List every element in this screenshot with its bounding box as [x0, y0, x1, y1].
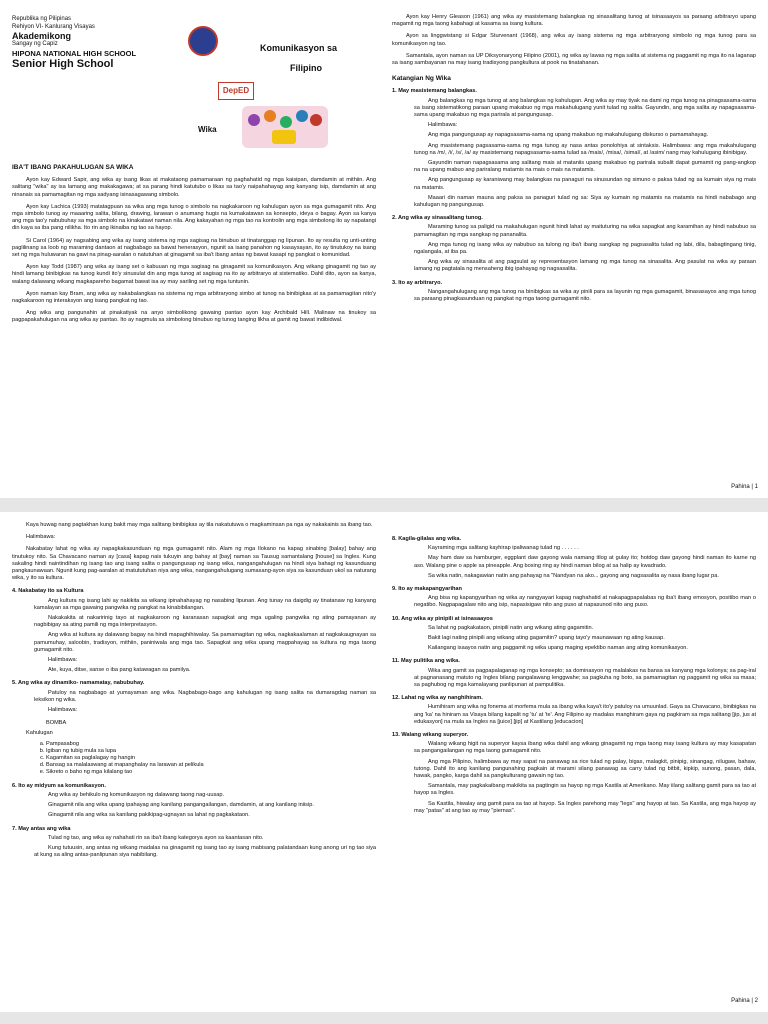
item-title: 6. Ito ay midyum sa komunikasyon.	[12, 782, 106, 789]
bomba-list-item: b. Igiban ng tubig mula sa lupa	[46, 748, 376, 755]
page1-left-column	[12, 0, 376, 498]
item-body: Maraming tunog sa paligid na makahulugan ngunit hindi lahat ay maituturing na wika sapagkat ang karamihan ay hindi nabubuo sa pamamagitan ng mga sangkap ng pananalita.	[414, 224, 756, 238]
page2-left-items	[12, 588, 376, 714]
wika-label: Wika	[198, 125, 217, 134]
item-body: Ang mga pangungusap ay napagsasama-sama ng upang makabuo ng makahulugang diskurso o pamamahayag.	[428, 132, 709, 139]
item-body: Humihiram ang wika ng fonema at morfema mula sa ibang wika kaya't ito'y patuloy na umuunlad. Gaya sa Chavacano, binibigkas na ang 'ka' na hiniram sa Visaya bilang kapalit ng 'tu' at 'te'. Ang Filipino ay madalas manghiram gaya ng pagkiram sa mga salitang [jip, jus at edukasyon] na mula sa Ingles na [juice] [jip] at Kastilang [educacion]	[414, 704, 756, 725]
item-body: Wika ang gamit sa pagpapalaganap ng mga konsepto; sa dominasyon ng malalakas na bansa sa kanyang mga kolonya; sa pag-iral at pagnanasang matuto ng Ingles bilang pangalawang lenggwahe; sa pagkuha ng boto, sa pamamagitan ng paggamit ng wika sa masa; sa paghubog ng mga kamalayang panlipunan at pampulitika.	[414, 667, 756, 689]
item-body: Halimbawa:	[48, 657, 78, 664]
page2-right-column	[392, 512, 756, 1012]
page-number-1: Pahina | 1	[731, 484, 758, 490]
paragraph: Si Carol (1964) ay nagsabing ang wika ay isang sistema ng mga sagisag na binubuo at tinatanggap ng lipunan. Ito ay resulta ng unti-unting paglilinang sa loob ng maraming dantaon at nagbabago sa bawat henerasyon, ngunit sa isang panahon ng kasaysayan, ito ay tinutukoy na isang set ng mga huluwaran na gawi na pinag-aaralan o natutuhan at ginagamit sa iba't ibang antas ng bawat kasapi ng pangkat o komunidad.	[12, 237, 376, 259]
bomba-title: BOMBA	[46, 720, 67, 727]
item-body: Ang mga Pilipino, halimbawa ay may sapat na panawag sa rice tulad ng palay, bigas, malagkit, pinipig, sinangag, nilugaw, bahaw, tutong. Dahil ito ang kanilang pangunahing pagkain at marami silang panawag sa carry tulad ng bitbit, kipkip, sunong, pasan, dala, hawak, pangko, karga dahil sa pangkulturang gawain ng tao.	[414, 758, 756, 780]
item-body: May ham daw sa hamburger, eggplant daw gayong wala namang itlog at gulay ito; hotdog daw gayong hindi naman ito karne ng aso. Walang pine o apple sa pineapple. Ang boxing ring ay hindi naman bilog at sa halip ay kwadrado.	[414, 555, 756, 569]
bomba-list	[46, 741, 376, 777]
halimbawa-label: Halimbawa:	[26, 534, 56, 541]
page2-left-column	[12, 512, 376, 1012]
item-body: Samantala, may pagkakaibang makikita sa pagtingin sa hayop ng mga Kastila at Amerikano. May iilang salitang gamit para sa tao at hayop sa Ingles.	[414, 783, 756, 797]
children-illustration-icon	[242, 106, 328, 148]
item-title: 1. May masistemang balangkas.	[392, 88, 477, 95]
item-body: Gayundin naman napagsasama ang salitang mais at mataniis upang makabuo ng parirala subalit dapat gumamit ng pang-angkop na na upang mabuo ang pariralang matamis na mais o mais na matamis.	[414, 160, 756, 174]
item-body: Sa wika natin, nakagawian natin ang pahayag na "Nandyan na ako... gayong ang nagsasalita ay nasa ibang lugar pa.	[428, 572, 719, 579]
item-title: 9. Ito ay makapangyarihan	[392, 586, 462, 593]
page1-left-paragraphs	[12, 177, 376, 324]
header-line2: Rehiyon VI- Kanlurang Visayas	[12, 23, 95, 30]
document-page-2	[0, 512, 768, 1012]
section-title-katangian: Katangian Ng Wika	[392, 75, 451, 83]
item-body: Nakakakita at nakaririnig tayo at nagkakaroon ng karanasan sapagkat ang mga ugaling pangwika ng ating pamayanan ay nagbibigay sa ating pamili ng mga interpretasyon.	[34, 615, 376, 629]
item-title: 10. Ang wika ay pinipili at isinasaayos	[392, 615, 493, 622]
item-body: Sa Kastila, hiwalay ang gamit para sa tao at hayop. Sa Ingles parehong may "legs" ang hayop at tao. Sa Kastila, ang mga hayop ay may "patas" at ang tao ay may "piernas".	[414, 800, 756, 814]
paragraph: Samantala, ayon naman sa UP Diksyonaryong Filipino (2001), ng wika ay lawas ng mga salita at sistema ng paggamit ng mga ito na laganap sa isang sambayanan na may isang tradisyong pangkultura at pook na tinatahanan.	[392, 52, 756, 67]
item-title: 5. Ang wika ay dinamiko- namamatay, nabubuhay.	[12, 680, 145, 687]
bomba-list-item: d. Bansag sa malalaswang at mapanghalay na larawan at pelikula	[46, 762, 376, 769]
item-title: 4. Nakabatay ito sa Kultura	[12, 588, 84, 595]
item-body: Ang wika at kultura ay dalawang bagay na hindi mapaghihiwalay. Sa pamamagitan ng wika, nagkakaalaman at nagkakaugnayan sa pamumuhay, saloobin, tradisyon, mithiin, paniniwala ang mga tao. Sapagkat ang wika upang magpahayag sa kultura ng mga taong gumagamit nito.	[34, 632, 376, 653]
item-body: Maaari din naman mauna ang paksa sa panaguri tulad ng sa: Siya ay kumain ng matamis na matamis na hindi nababago ang kahulugan ng pangungusap.	[414, 194, 756, 209]
halimbawa-text: Nakabatay lahat ng wika ay napagkakasunduan ng mga gumagamit nito. Alam ng mga Ilokano na kapag sinabing [balay] bahay ang tinutukoy nito. Sa Chavacano naman ay [casa] kapag nais tukuyin ang bahay at [bay] naman sa Tausug samantalang [house] sa Ingles. Kung sakaling hindi naintindihan ng isang tao ang isang salita o pangungusap ng isang wika, nangangahulugan na hindi siya bahagi ng kasunduang pangkaunawaan. Ngunit kung pag-aaralan at matututuhan niya ang wika, nangangahulugang sumasang-ayon siya sa kasunduan ukol sa naturang wika, y ito sa kultura.	[12, 546, 376, 582]
item-body: Ang wika ay sinasalita at ang pagsulat ay representasyon lamang ng mga tunog na sinasalita. Ang pasulat na wika ay paraan lamang ng pagtatala ng mensaheng ibig ipahayag ng nagsasalita.	[414, 259, 756, 273]
bomba-list-item: e. Sikreto o baho ng mga kilalang tao	[46, 769, 376, 776]
page-number-2: Pahina | 2	[731, 998, 758, 1004]
subject-line2: Filipino	[290, 63, 322, 73]
paragraph: Ang wika ang pangunahin at pinakatiyak na anyo simbolikong gawaing pantao ayon kay Archibald Hill. Malinaw na tinukoy sa pagpapakahulugan na ang wika ay pantao. Ito ay nagmula sa simbolong binubuo ng tunog tanging likha at gamit ng bawat indibidwal.	[12, 310, 376, 324]
subject-line1: Komunikasyon sa	[260, 43, 338, 53]
item-body: Ang balangkas ng mga tunog at ang balangkas ng kahulugan. Ang wika ay may tiyak na dami ng mga tunog na pinagsasama-sama sa isang sistematikong paraan upang makabuo ng mga makahulugang yunit tulad ng salita. Gayundin, ang mga salita ay napagsasama-sama upang makabuo ng mga parirala at pangungusap.	[414, 97, 756, 119]
deped-seal-icon	[188, 26, 218, 56]
item-title: 7. May antas ang wika	[12, 825, 71, 832]
page1-right-intro	[392, 14, 756, 67]
paragraph: Ayon naman kay Bram, ang wika ay nakabalangkas na sistema ng mga arbitraryong simbo at tunog na binibigkas at sa pamamagitan nito'y nagkakaroon ng interaksyon ang isang pangkat ng tao.	[12, 290, 376, 305]
header-line1: Republika ng Pilipinas	[12, 16, 72, 22]
deped-logo: DepED	[218, 82, 254, 100]
bomba-kahulugan: Kahulugan	[26, 730, 53, 737]
page1-right-column	[392, 0, 756, 498]
item-body: Ang mga tunog ng isang wika ay nabubuo sa tulong ng iba't ibang sangkap ng pagsasalita tulad ng labi, dila, babagtingang tinig, ngalangala, at iba pa.	[414, 241, 756, 256]
item-body: Walang wikang higit na superyor kaysa ibang wika dahil ang wikang ginagamit ng mga taong may isang kultura ay may kasapatan sa pangangailangan ng mga taong gumagamit nito.	[414, 741, 756, 755]
item-body: Ang wika ay behikulo ng komunikasyon ng dalawang taong nag-uusap.	[48, 791, 225, 798]
item-body: Ang kultura ng isang lahi ay nakikita sa wikang ipinahahayag ng nasabing lipunan. Ang tunay na daigdig ay tinatanaw ng kanyang kamalayan sa mga gawaing pangwika ng pangkat na kinabibilangan.	[34, 597, 376, 611]
document-header	[12, 16, 376, 156]
katangian-list	[392, 88, 756, 303]
item-title: 12. Lahat ng wika ay nanghihiram.	[392, 695, 483, 702]
item-body: Nangangahulugang ang mga tunog na binibigkas sa wika ay pinili para sa layunin ng mga gumagamit, binasasayos ang mga tunog sa paraang pinagkasunduan ng pangkat ng mga taong gumagamit nito.	[414, 288, 756, 303]
item-body: Ang bisa ng kapangyarihan ng wika ay nangyayari kapag naghahatid at nakapagpapalabas ng iba't ibang emosyon, positibo man o negatibo. Nagpapagalaw nito ang isip, napasisigaw nito ang puso at napasunod nito ang puso.	[414, 595, 756, 609]
page2-left-items2	[12, 783, 376, 860]
item-title: 3. Ito ay arbitraryo.	[392, 279, 443, 286]
bomba-list-item: a. Pampasabog	[46, 741, 376, 748]
senior-high-label: Senior High School	[12, 57, 114, 70]
item-body: Kung tutuusin, ang antas ng wikang madalas na ginagamit ng isang tao ay isang mabisang palatandaan kung anong uri ng tao siya at kung sa aling antas-panlipunan siya nabibilang.	[34, 844, 376, 859]
page2-right-items	[392, 536, 756, 815]
item-title: 8. Kagila-gilalas ang wika.	[392, 536, 462, 542]
item-body: Tulad ng tao, ang wika ay nahahati rin sa iba't ibang kategorya ayon sa kaantasan nito.	[48, 834, 264, 841]
item-body: Halimbawa:	[428, 122, 458, 129]
paragraph: Ayon kay Edward Sapir, ang wika ay isang likas at makataong pamamaraan ng paghahatid ng mga kaisipan, damdamin at mithiin. Ang salitang "wika" ay isa lamang ang makakagawa; at sa parang hindi katutubo o likas sa tao'y naipahahayag ang kanyang isip, damdamin at ang ninanais sa pamamagitan ng mga sadyang isinasagawang simbolo.	[12, 177, 376, 198]
paragraph: Ayon kay Lachica (1993) matatagpuan sa wika ang mga tunog o simbolo na nagkakaroon ng kahulugan ayon sa mga gumagamit nito. Ang mga simbolo tunog ay maaaring salita, bilang, drawing, larawan o anumang hugis na kumakatawan sa konsepto, ideya o bagay. Ayon sa kanya ang mga tao'y nabubuhay sa mga simbolo na kinakatawi naman nila. Ang kakayahan ng mga tao na kontrolin ang mga simbolong ito ay napatangi din kaya sa iba pang nilikha. Ito rin ang ikinaiba ng tao sa hayop.	[12, 203, 376, 232]
paragraph: Ayon kay Henry Gleason (1961) ang wika ay masistemang balangkas ng sinasalitang tunog at isinasaayos sa paraang arbitraryo upang magamit ng mga taong kabahagi at kasama sa isang kultura.	[392, 14, 756, 28]
header-line4: Sangay ng Capiz	[12, 41, 58, 47]
item-body: Ang pangungusap ay karaniwang may balangkas na panaguri na sinusundan ng simuno o paksa tulad ng sa kumain siya ng mais na matamis.	[414, 177, 756, 191]
section-title-pakahulugan: IBA'T IBANG PAKAHULUGAN SA WIKA	[12, 164, 134, 171]
bomba-list-item: c. Kagamitan sa paglalagay ng hangin	[46, 755, 376, 762]
item-body: Bakit lagi nating pinipili ang wikang ating gagamitin? upang tayo'y maunawaan ng ating kausap.	[428, 635, 665, 642]
item-body: Ang masistemang pagsasama-sama ng mga tunog ay nasa antas ponolohiya at sintaksis. Halimbawa: ang mga makahulugang tunog na /m/, /i/, /s/, /a/ ay masistemang napagsasama-sama tulad sa /mais/, /misa/, /simal/, at /asim/ nang may kahulugang ibinibigay.	[414, 142, 756, 156]
page2-intro: Kaya huwag nang pagtakhan kung bakit may mga salitang binibigkas ay tila nakatutuwa o magkaminsan pa nga ay nakakainis sa ibang tao.	[26, 522, 373, 528]
item-body: Kailangang isaayos natin ang paggamit ng wika upang maging epektibo naman ang ating komunikasyon.	[428, 645, 688, 652]
school-name: HIPONA NATIONAL HIGH SCHOOL	[12, 48, 137, 58]
paragraph: Ayon kay Todd (1987) ang wika ay isang set o kabuuan ng mga sagisag na ginagamit sa komunikasyon. Ang wikang ginagamit ng tao ay hindi lamang binibigkas na tunog kundi ito'y sinusulat din ang mga tunog at sagisag na ito ay arbitraryo at sistematiko. Dahil dito, ayon sa kanya, walang dalawang wikang magkapareho bagamat bawat isa ay may sariling set ng mga tuntunin.	[12, 264, 376, 285]
item-body: Ginagamit nila ang wika sa kanilang pakikipag-ugnayan sa lahat ng pagkakataon.	[48, 812, 250, 819]
item-body: Ginagamit nila ang wika upang ipahayag ang kanilang pangangailangan, damdamin, at ang kanilang iniisip.	[48, 802, 314, 809]
subject-title	[260, 38, 337, 78]
item-body: Patuloy na nagbabago at yumayaman ang wika. Nagbabago-bago ang kahulugan ng isang salita na dumaragdag naman sa leksikon ng wika.	[34, 689, 376, 703]
item-title: 11. May pulitika ang wika.	[392, 658, 460, 665]
document-page-1	[0, 0, 768, 498]
item-title: 2. Ang wika ay sinasalitang tunog.	[392, 215, 483, 222]
item-body: Halimbawa:	[48, 707, 78, 714]
paragraph: Ayon sa linggwistang si Edgar Sturvenant (1968), ang wika ay isang sistema ng mga arbitraryong simbolo ng mga tunog para sa komunikasyon ng tao.	[392, 33, 756, 47]
item-title: 13. Walang wikang superyor.	[392, 732, 469, 739]
item-body: Sa lahat ng pagkakataon, pinipili natin ang wikang ating gagamitin.	[428, 624, 594, 631]
item-body: Kayraming mga salitang kayhirap ipaliwanag tulad ng . . . . . .	[428, 545, 579, 552]
header-line3: Akademikong	[12, 31, 72, 41]
item-body: Ate, kuya, ditse, sanse o iba pang katawagan sa pamilya.	[48, 667, 191, 674]
